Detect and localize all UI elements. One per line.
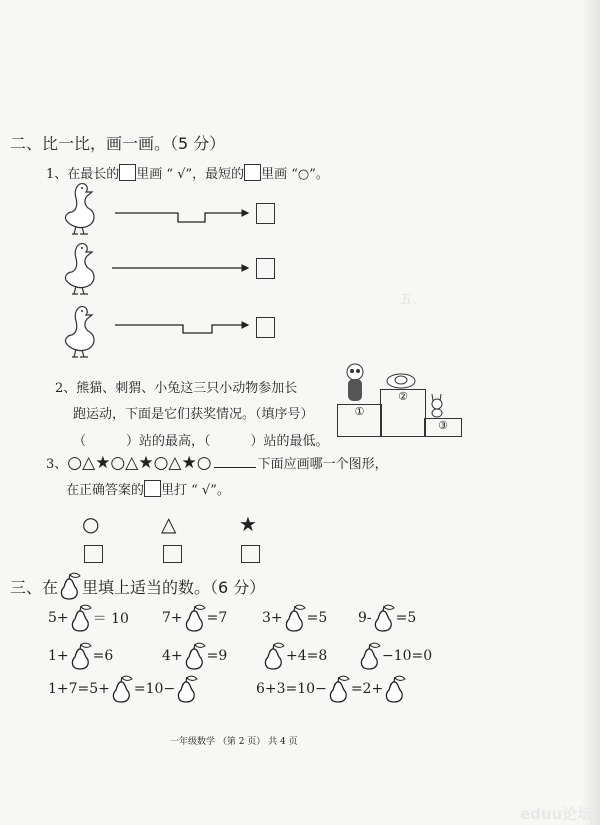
equation-text: 6+3=10−: [256, 681, 327, 697]
q3-line1: [46, 453, 388, 473]
answer-box-3[interactable]: [256, 317, 275, 338]
q2-line3: [73, 430, 329, 449]
rabbit-icon: [427, 393, 447, 418]
option-circle: ○: [82, 512, 100, 536]
q3-text: 里打 “ √”。: [161, 483, 230, 498]
panda-icon: [344, 362, 366, 404]
pear-blank[interactable]: [372, 603, 396, 633]
section2-title: 二、比一比，画一画。（5 分）: [10, 134, 226, 153]
scan-edge: [582, 0, 600, 825]
length-lines: [0, 0, 600, 400]
equation-text: −10=0: [382, 648, 433, 664]
podium-1: ①: [337, 404, 382, 437]
bleed-through-text: 五、: [400, 292, 425, 306]
equation-text: =2+: [350, 681, 384, 697]
pear-blank[interactable]: [69, 641, 93, 671]
podium-3: ③: [424, 418, 462, 437]
pear-blank[interactable]: [262, 641, 286, 671]
equation: [162, 603, 227, 633]
equation-text: 5+: [48, 610, 69, 626]
q1-text: 里画 “: [261, 167, 298, 182]
equation-text: =5: [306, 610, 328, 626]
pear-blank[interactable]: [175, 674, 199, 704]
equation-text: ＝ 10: [92, 611, 129, 627]
shape-sequence: ○△★○△★○△★○: [67, 453, 212, 473]
equation-text: =5: [395, 610, 417, 626]
circle-icon: ○: [297, 167, 310, 182]
answer-box-icon: [144, 480, 161, 497]
podium-2: ②: [380, 389, 426, 437]
q2-text: ）站的最高，（: [126, 434, 211, 449]
line-3: [115, 325, 248, 333]
equation-text: 9-: [358, 610, 372, 626]
sequence-blank[interactable]: [214, 467, 256, 468]
q2-line1: 2、熊猫、刺猬、小兔这三只小动物参加长: [55, 381, 298, 396]
q2-line2: 跑运动，下面是它们获奖情况。（填序号）: [73, 407, 314, 422]
option-box-circle[interactable]: [84, 545, 103, 563]
q3-text: 下面应画哪一个图形，: [257, 457, 388, 472]
equation: [358, 641, 432, 671]
pear-blank[interactable]: [383, 674, 407, 704]
equation: [262, 641, 327, 671]
q3-text: 在正确答案的: [66, 483, 145, 498]
section3-title-text: 三、在: [10, 577, 59, 597]
equation-text: =10−: [133, 681, 176, 697]
q1-text: ”。: [309, 167, 329, 182]
option-star: ★: [239, 512, 257, 536]
equation-text: =9: [206, 648, 228, 664]
q2-text: （: [73, 434, 87, 449]
pear-blank[interactable]: [358, 641, 382, 671]
watermark-logo: eduu论坛: [520, 805, 593, 823]
equation-text: 1+7=5+: [48, 681, 110, 697]
answer-box-1[interactable]: [256, 203, 275, 224]
pear-blank[interactable]: [283, 603, 307, 633]
pear-blank[interactable]: [327, 674, 351, 704]
equation: [162, 641, 227, 671]
equation: [48, 641, 113, 671]
hedgehog-icon: [384, 370, 420, 390]
equation: [262, 603, 327, 633]
equation: [48, 674, 199, 704]
pear-icon: [58, 571, 82, 601]
equation-text: =7: [206, 610, 228, 626]
equation: [256, 674, 407, 704]
equation-text: 3+: [262, 610, 283, 626]
q2-text: ）站的最低。: [250, 434, 329, 449]
page-footer: 一年级数学 （第 2 页） 共 4 页: [170, 737, 298, 747]
q3-text: 3、: [46, 457, 68, 472]
equation-text: +4=8: [286, 648, 328, 664]
option-triangle: △: [161, 512, 177, 536]
equation: [358, 603, 416, 633]
section3-title: [10, 571, 265, 601]
pear-blank[interactable]: [69, 603, 93, 633]
pear-blank[interactable]: [183, 603, 207, 633]
equation-text: =6: [92, 648, 114, 664]
option-box-star[interactable]: [241, 545, 260, 563]
equation: [48, 603, 129, 633]
q3-line2: [66, 479, 230, 498]
equation-text: 7+: [162, 610, 183, 626]
q1-text: 里画 “ √”，最短的: [136, 167, 245, 182]
answer-box-2[interactable]: [256, 258, 275, 279]
option-box-triangle[interactable]: [163, 545, 182, 563]
section3-title-text: 里填上适当的数。（6 分）: [82, 577, 266, 597]
equation-text: 4+: [162, 648, 183, 664]
equation-text: 1+: [48, 648, 69, 664]
line-1: [115, 213, 248, 222]
q1-text: 1、在最长的: [46, 167, 120, 182]
pear-blank[interactable]: [183, 641, 207, 671]
pear-blank[interactable]: [110, 674, 134, 704]
